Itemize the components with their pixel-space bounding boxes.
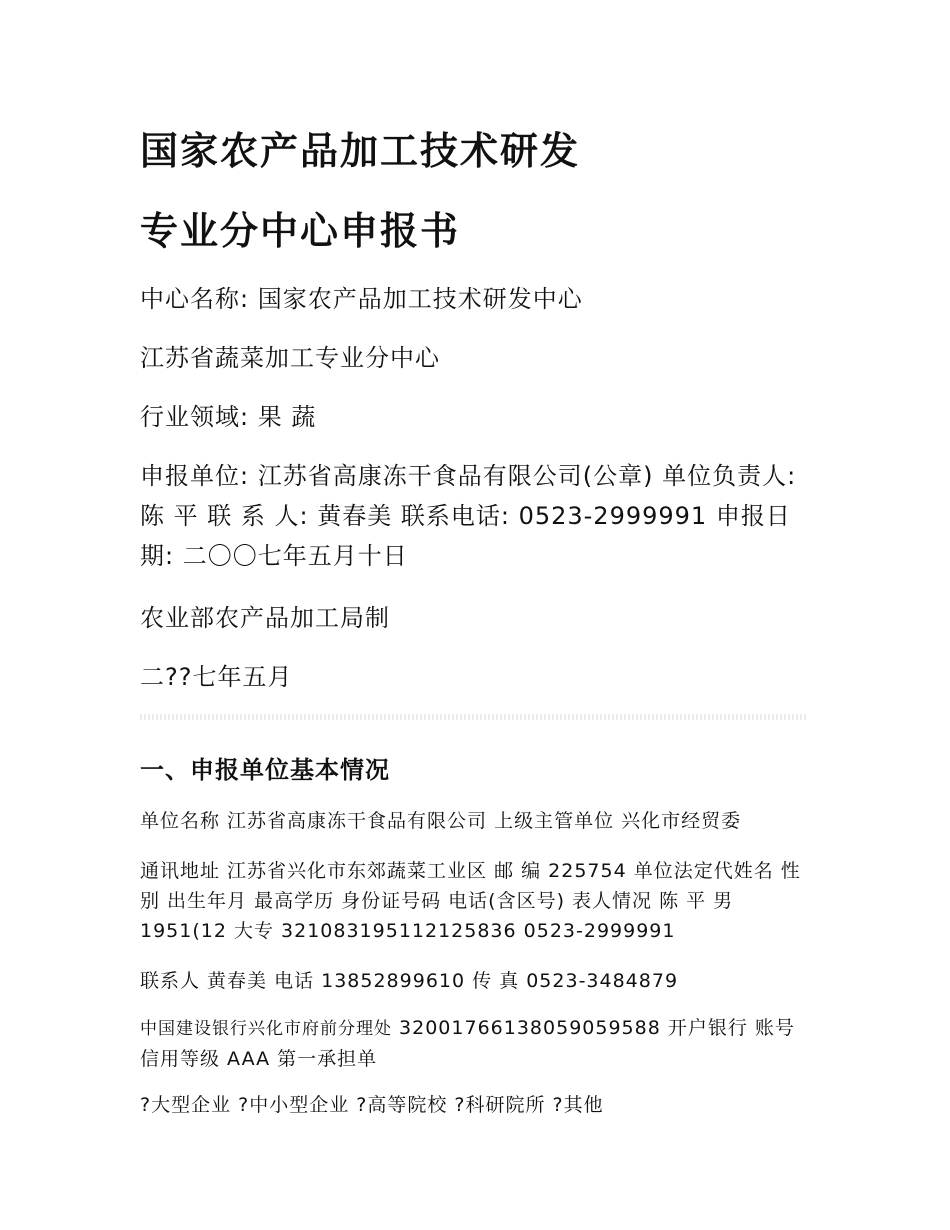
issue-date: 二??七年五月	[140, 663, 293, 691]
unit-type-options: ?大型企业 ?中小型企业 ?高等院校 ?科研院所 ?其他	[140, 1094, 604, 1116]
center-name: 中心名称: 国家农产品加工技术研发中心	[140, 285, 583, 313]
document-title-line-2: 专业分中心申报书	[140, 209, 461, 253]
contact-row: 联系人 黄春美 电话 13852899610 传 真 0523-3484879	[140, 970, 679, 992]
industry-field: 行业领域: 果 蔬	[140, 403, 317, 431]
bank-row	[140, 1013, 810, 1074]
bank-name: 中国建设银行兴化市府前分理处	[140, 1019, 392, 1039]
issuer-line: 农业部农产品加工局制	[140, 604, 390, 632]
sub-center-name: 江苏省蔬菜加工专业分中心	[140, 344, 440, 372]
address-legal-rep-row: 通讯地址 江苏省兴化市东郊蔬菜工业区 邮 编 225754 单位法定代姓名 性别 出生年月 最高学历 身份证号码 电话(含区号) 表人情况 陈 平 男 1951(12 大专 321083195112125836 0523-2999991	[140, 860, 801, 942]
document-title-line-1: 国家农产品加工技术研发	[140, 129, 581, 173]
section-heading: 一、申报单位基本情况	[140, 756, 390, 784]
unit-name-row: 单位名称 江苏省高康冻干食品有限公司 上级主管单位 兴化市经贸委	[140, 810, 742, 832]
bank-account-rest: 32001766138059059588 开户银行 账号 信用等级 AAA 第一承担单	[140, 1017, 795, 1070]
page-divider	[140, 714, 808, 720]
applicant-info-block: 申报单位: 江苏省高康冻干食品有限公司(公章) 单位负责人: 陈 平 联 系 人: 黄春美 联系电话: 0523-2999991 申报日期: 二〇〇七年五月十日	[140, 462, 797, 570]
